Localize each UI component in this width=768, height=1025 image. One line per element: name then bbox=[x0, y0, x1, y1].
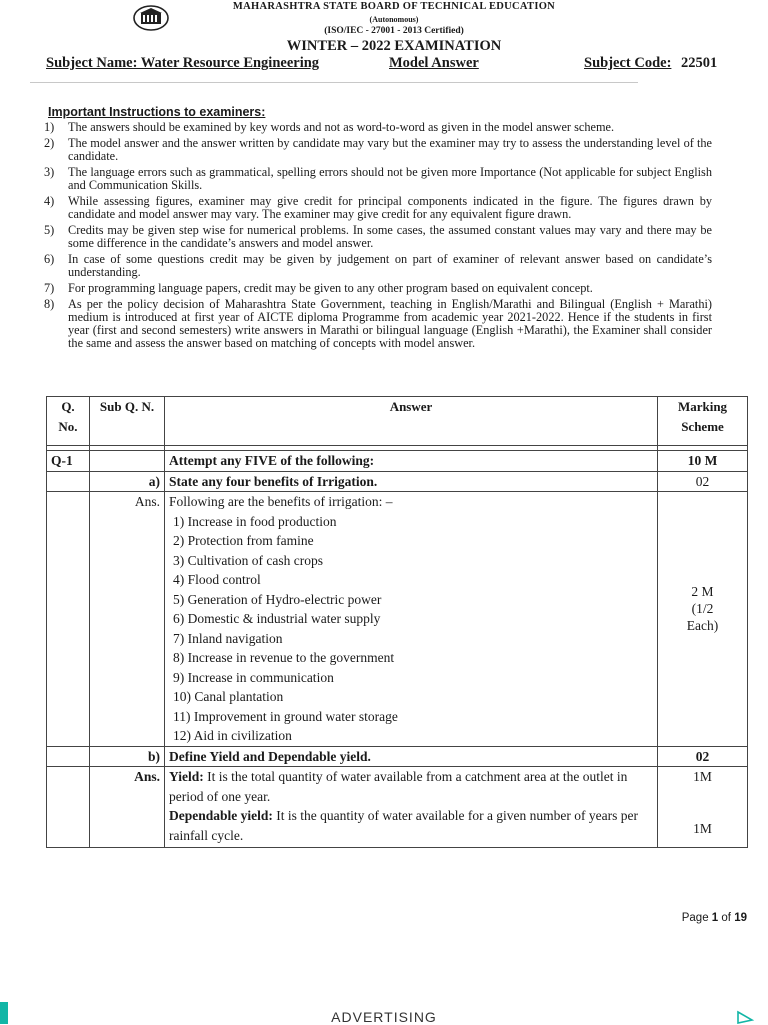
scheme-line: 2 M bbox=[691, 584, 714, 600]
ans-label: Ans. bbox=[90, 767, 165, 848]
model-answer-label: Model Answer bbox=[389, 55, 479, 71]
instruction-item: 2) The model answer and the answer written by candidate may vary but the examiner may try to assess the understanding level of the candidate. bbox=[44, 135, 712, 163]
instruction-item: 4) While assessing figures, examiner may give credit for principal components indicated in the figure. The figures drawn by candidate and model answer may vary. The examiner may give credit for any equivalent figure drawn. bbox=[44, 193, 712, 221]
instruction-item: 5) Credits may be given step wise for numerical problems. In some cases, the assumed constant values may vary and there may be some difference in the candidate’s answers and model answer. bbox=[44, 222, 712, 250]
list-item: 7) Inland navigation bbox=[173, 630, 283, 646]
header-divider bbox=[30, 82, 638, 83]
marking-scheme-cell bbox=[658, 492, 748, 747]
dependable-yield-definition: Dependable yield: It is the quantity of water available for a given number of years per rainfall cycle. bbox=[169, 808, 639, 843]
ans-label: Ans. bbox=[90, 492, 165, 747]
instruction-item: 8) As per the policy decision of Maharashtra State Government, teaching in English/Marathi and Bilingual (English + Marathi) medium is introduced at first year of AICTE diploma Programme from academic year 2021-2022. Hence if the students in first year (first and second semesters) write answers in Marathi or bilingual language (English +Marathi), the Examiner shall consider the same and assess the answer based on matching of concepts with model answer. bbox=[44, 296, 712, 351]
advertising-label: ADVERTISING bbox=[331, 1009, 437, 1025]
header-subq: Sub Q. N. bbox=[90, 397, 165, 446]
answer-intro: Following are the benefits of irrigation: – bbox=[169, 494, 393, 509]
autonomous-label: (Autonomous) bbox=[369, 15, 419, 24]
answer-cell bbox=[165, 767, 658, 848]
marks-cell: 02 bbox=[658, 746, 748, 767]
list-item: 3) Cultivation of cash crops bbox=[173, 552, 323, 568]
qno-cell: Q-1 bbox=[47, 451, 90, 472]
answer-table bbox=[46, 396, 748, 848]
question-text: Define Yield and Dependable yield. bbox=[165, 746, 658, 767]
marks-cell: 02 bbox=[658, 471, 748, 492]
subq-cell: b) bbox=[90, 746, 165, 767]
table-row bbox=[47, 767, 748, 848]
header-answer: Answer bbox=[165, 397, 658, 446]
list-item: 1) Increase in food production bbox=[173, 513, 337, 529]
instructions-title: Important Instructions to examiners: bbox=[48, 105, 266, 119]
ad-choices-icon[interactable] bbox=[736, 1010, 756, 1024]
list-item: 10) Canal plantation bbox=[173, 689, 284, 704]
yield-definition: Yield: It is the total quantity of water available from a catchment area at the outlet in period of one year. bbox=[169, 769, 628, 804]
scheme-line: (1/2 bbox=[691, 601, 714, 617]
instruction-item: 3) The language errors such as grammatical, spelling errors should not be given more Importance (Not applicable for subject English and Communication Skills. bbox=[44, 164, 712, 192]
subject-code-label: Subject Code: bbox=[584, 55, 672, 71]
marks-cell: 10 M bbox=[658, 451, 748, 472]
list-item: 11) Improvement in ground water storage bbox=[173, 708, 398, 724]
benefits-list bbox=[169, 512, 653, 746]
subject-row bbox=[46, 55, 726, 75]
subq-cell: a) bbox=[90, 471, 165, 492]
table-row bbox=[47, 746, 748, 767]
board-name: MAHARASHTRA STATE BOARD OF TECHNICAL EDUCATION bbox=[232, 1, 556, 12]
subject-code-group bbox=[584, 55, 717, 72]
table-header-row bbox=[47, 397, 748, 446]
instruction-item: 7) For programming language papers, credit may be given to any other program based on equivalent concept. bbox=[44, 280, 593, 295]
header-marking: Marking Scheme bbox=[658, 397, 748, 446]
scheme-line: 1M bbox=[693, 769, 712, 784]
header-qno: Q. No. bbox=[47, 397, 90, 446]
page-number: Page 1 of 19 bbox=[681, 912, 747, 924]
marking-scheme-cell bbox=[658, 767, 748, 848]
question-text: State any four benefits of Irrigation. bbox=[165, 471, 658, 492]
list-item: 12) Aid in civilization bbox=[173, 728, 292, 743]
subject-code-value: 22501 bbox=[681, 55, 718, 71]
exam-title: WINTER – 2022 EXAMINATION bbox=[286, 38, 502, 54]
table-row bbox=[47, 492, 748, 747]
scheme-line: Each) bbox=[686, 618, 719, 634]
subject-name: Subject Name: Water Resource Engineering bbox=[46, 55, 320, 71]
list-item: 5) Generation of Hydro-electric power bbox=[173, 591, 382, 607]
table-row bbox=[47, 451, 748, 472]
answer-cell bbox=[165, 492, 658, 747]
table-row bbox=[47, 471, 748, 492]
list-item: 4) Flood control bbox=[173, 572, 261, 587]
question-title: Attempt any FIVE of the following: bbox=[165, 451, 658, 472]
instruction-item: 1) The answers should be examined by key words and not as word-to-word as given in the model answer scheme. bbox=[44, 120, 615, 134]
instructions-list bbox=[44, 121, 712, 353]
iso-certification: (ISO/IEC - 27001 - 2013 Certified) bbox=[324, 26, 464, 36]
list-item: 2) Protection from famine bbox=[173, 533, 314, 548]
list-item: 6) Domestic & industrial water supply bbox=[173, 611, 381, 626]
instruction-item: 6) In case of some questions credit may be given by judgement on part of examiner of relevant answer based on candidate’s understanding. bbox=[44, 251, 712, 279]
list-item: 8) Increase in revenue to the government bbox=[173, 650, 395, 665]
list-item: 9) Increase in communication bbox=[173, 669, 334, 685]
scheme-line: 1M bbox=[693, 820, 712, 836]
